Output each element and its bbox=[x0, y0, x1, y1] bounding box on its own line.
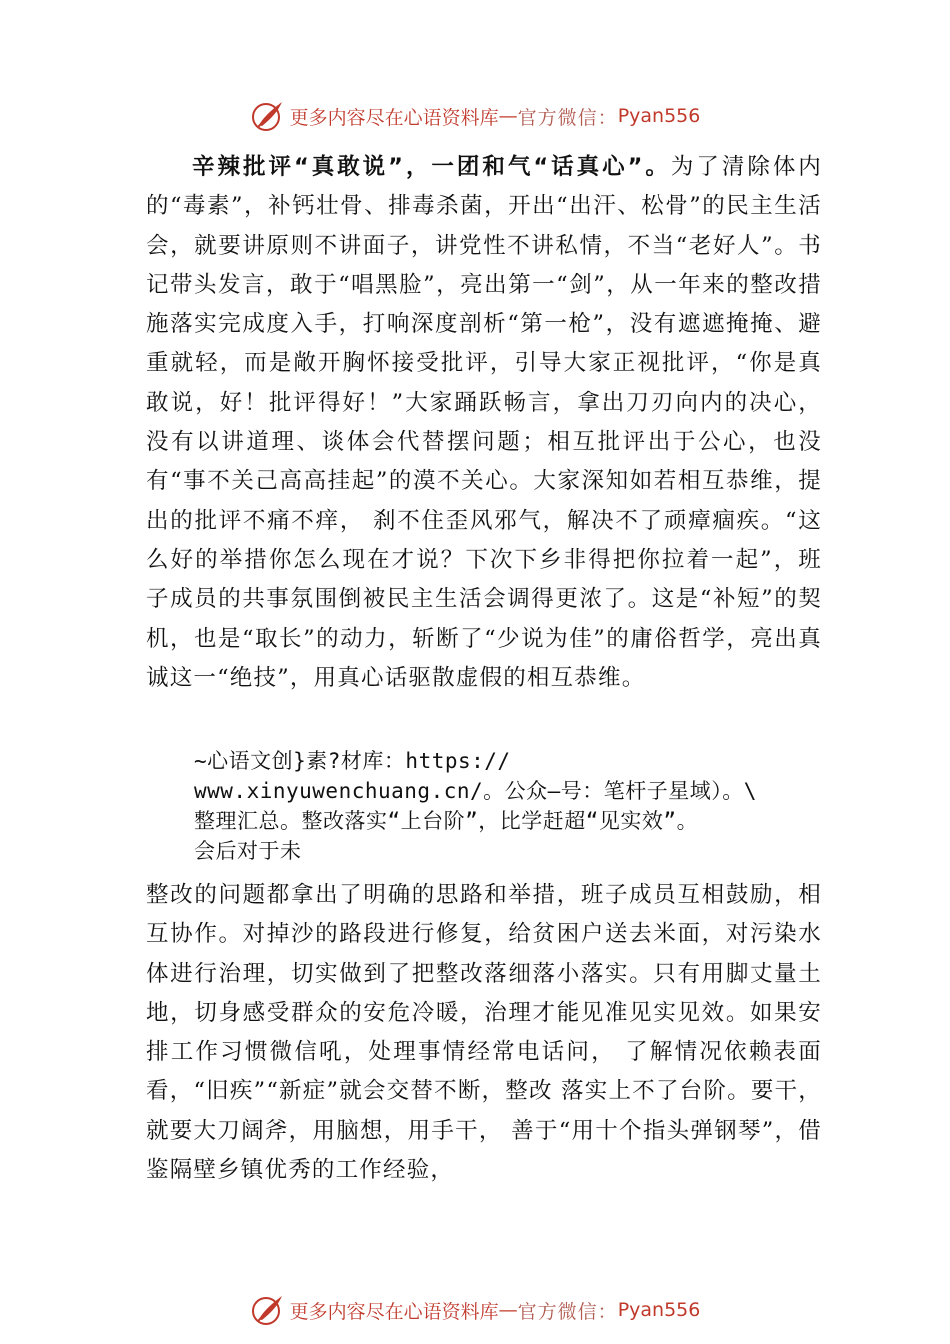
footer-banner bbox=[0, 1290, 950, 1330]
banner-wechat-label: 官方微信： bbox=[517, 106, 618, 129]
watermark-line-2: www.xinyuwenchuang.cn/。公众—号：笔杆子星域）。\ bbox=[194, 779, 757, 803]
quill-logo-icon bbox=[250, 99, 286, 133]
footer-wechat-label: 官方微信： bbox=[517, 1300, 618, 1323]
quill-logo-icon bbox=[250, 1293, 286, 1327]
watermark-line-3: 整理汇总。整改落实“上台阶”，比学赶超“见实效”。 bbox=[194, 809, 699, 833]
watermark-block bbox=[194, 746, 834, 866]
header-banner bbox=[0, 96, 950, 136]
watermark-line-4: 会后对于未 bbox=[194, 839, 302, 863]
banner-brand: 更多内容尽在心语资料库 bbox=[289, 106, 499, 129]
paragraph-1 bbox=[146, 148, 822, 698]
watermark-line-1: ~心语文创}素?材库：https:// bbox=[194, 749, 511, 773]
paragraph-3: 整改的问题都拿出了明确的思路和举措，班子成员互相鼓励，相互协作。对掉沙的路段进行修复，给贫困户送去米面，对污染水体进行治理，切实做到了把整改落细落小落实。只有用脚丈量土地，切身感受群众的安危冷暖，治理才能见准见实见效。如果安排工作习惯微信吼，处理事情经常电话问， 了解情况依赖表面看，“旧疾”“新症”就会交替不断，整改 落实上不了台阶。要干，就要大刀阔斧，用脑想，用手干， 善于“用十个指头弹钢琴”，借鉴隔壁乡镇优秀的工作经验， bbox=[146, 882, 822, 1184]
footer-separator: — bbox=[498, 1299, 518, 1321]
paragraph-1-lead: 辛辣批评“真敢说”，一团和气“话真心”。 bbox=[192, 154, 671, 180]
footer-wechat-id: Pyan556 bbox=[617, 1299, 701, 1321]
banner-separator: — bbox=[498, 105, 518, 127]
banner-wechat-id: Pyan556 bbox=[617, 105, 701, 127]
footer-brand: 更多内容尽在心语资料库 bbox=[289, 1300, 499, 1323]
paragraph-1-body: 为了清除体内的“毒素”，补钙壮骨、排毒杀菌，开出“出汗、松骨”的民主生活会，就要讲原则不讲面子，讲党性不讲私情，不当“老好人”。书记带头发言，敢于“唱黑脸”，亮出第一“剑”，从一年来的整改措施落实完成度入手，打响深度剖析“第一枪”，没有遮遮掩掩、避重就轻，而是敞开胸怀接受批评，引导大家正视批评，“你是真敢说，好！批评得好！”大家踊跃畅言，拿出刀刃向内的决心，没有以讲道理、谈体会代替摆问题；相互批评出于公心，也没有“事不关己高高挂起”的漠不关心。大家深知如若相互恭维，提出的批评不痛不痒， 刹不住歪风邪气，解决不了顽瘴痼疾。“这么好的举措你怎么现在才说？下次下乡非得把你拉着一起”，班子成员的共事氛围倒被民主生活会调得更浓了。这是“补短”的契机，也是“取长”的动力，斩断了“少说为佳”的庸俗哲学，亮出真诚这一“绝技”，用真心话驱散虚假的相互恭维。 bbox=[146, 154, 823, 691]
